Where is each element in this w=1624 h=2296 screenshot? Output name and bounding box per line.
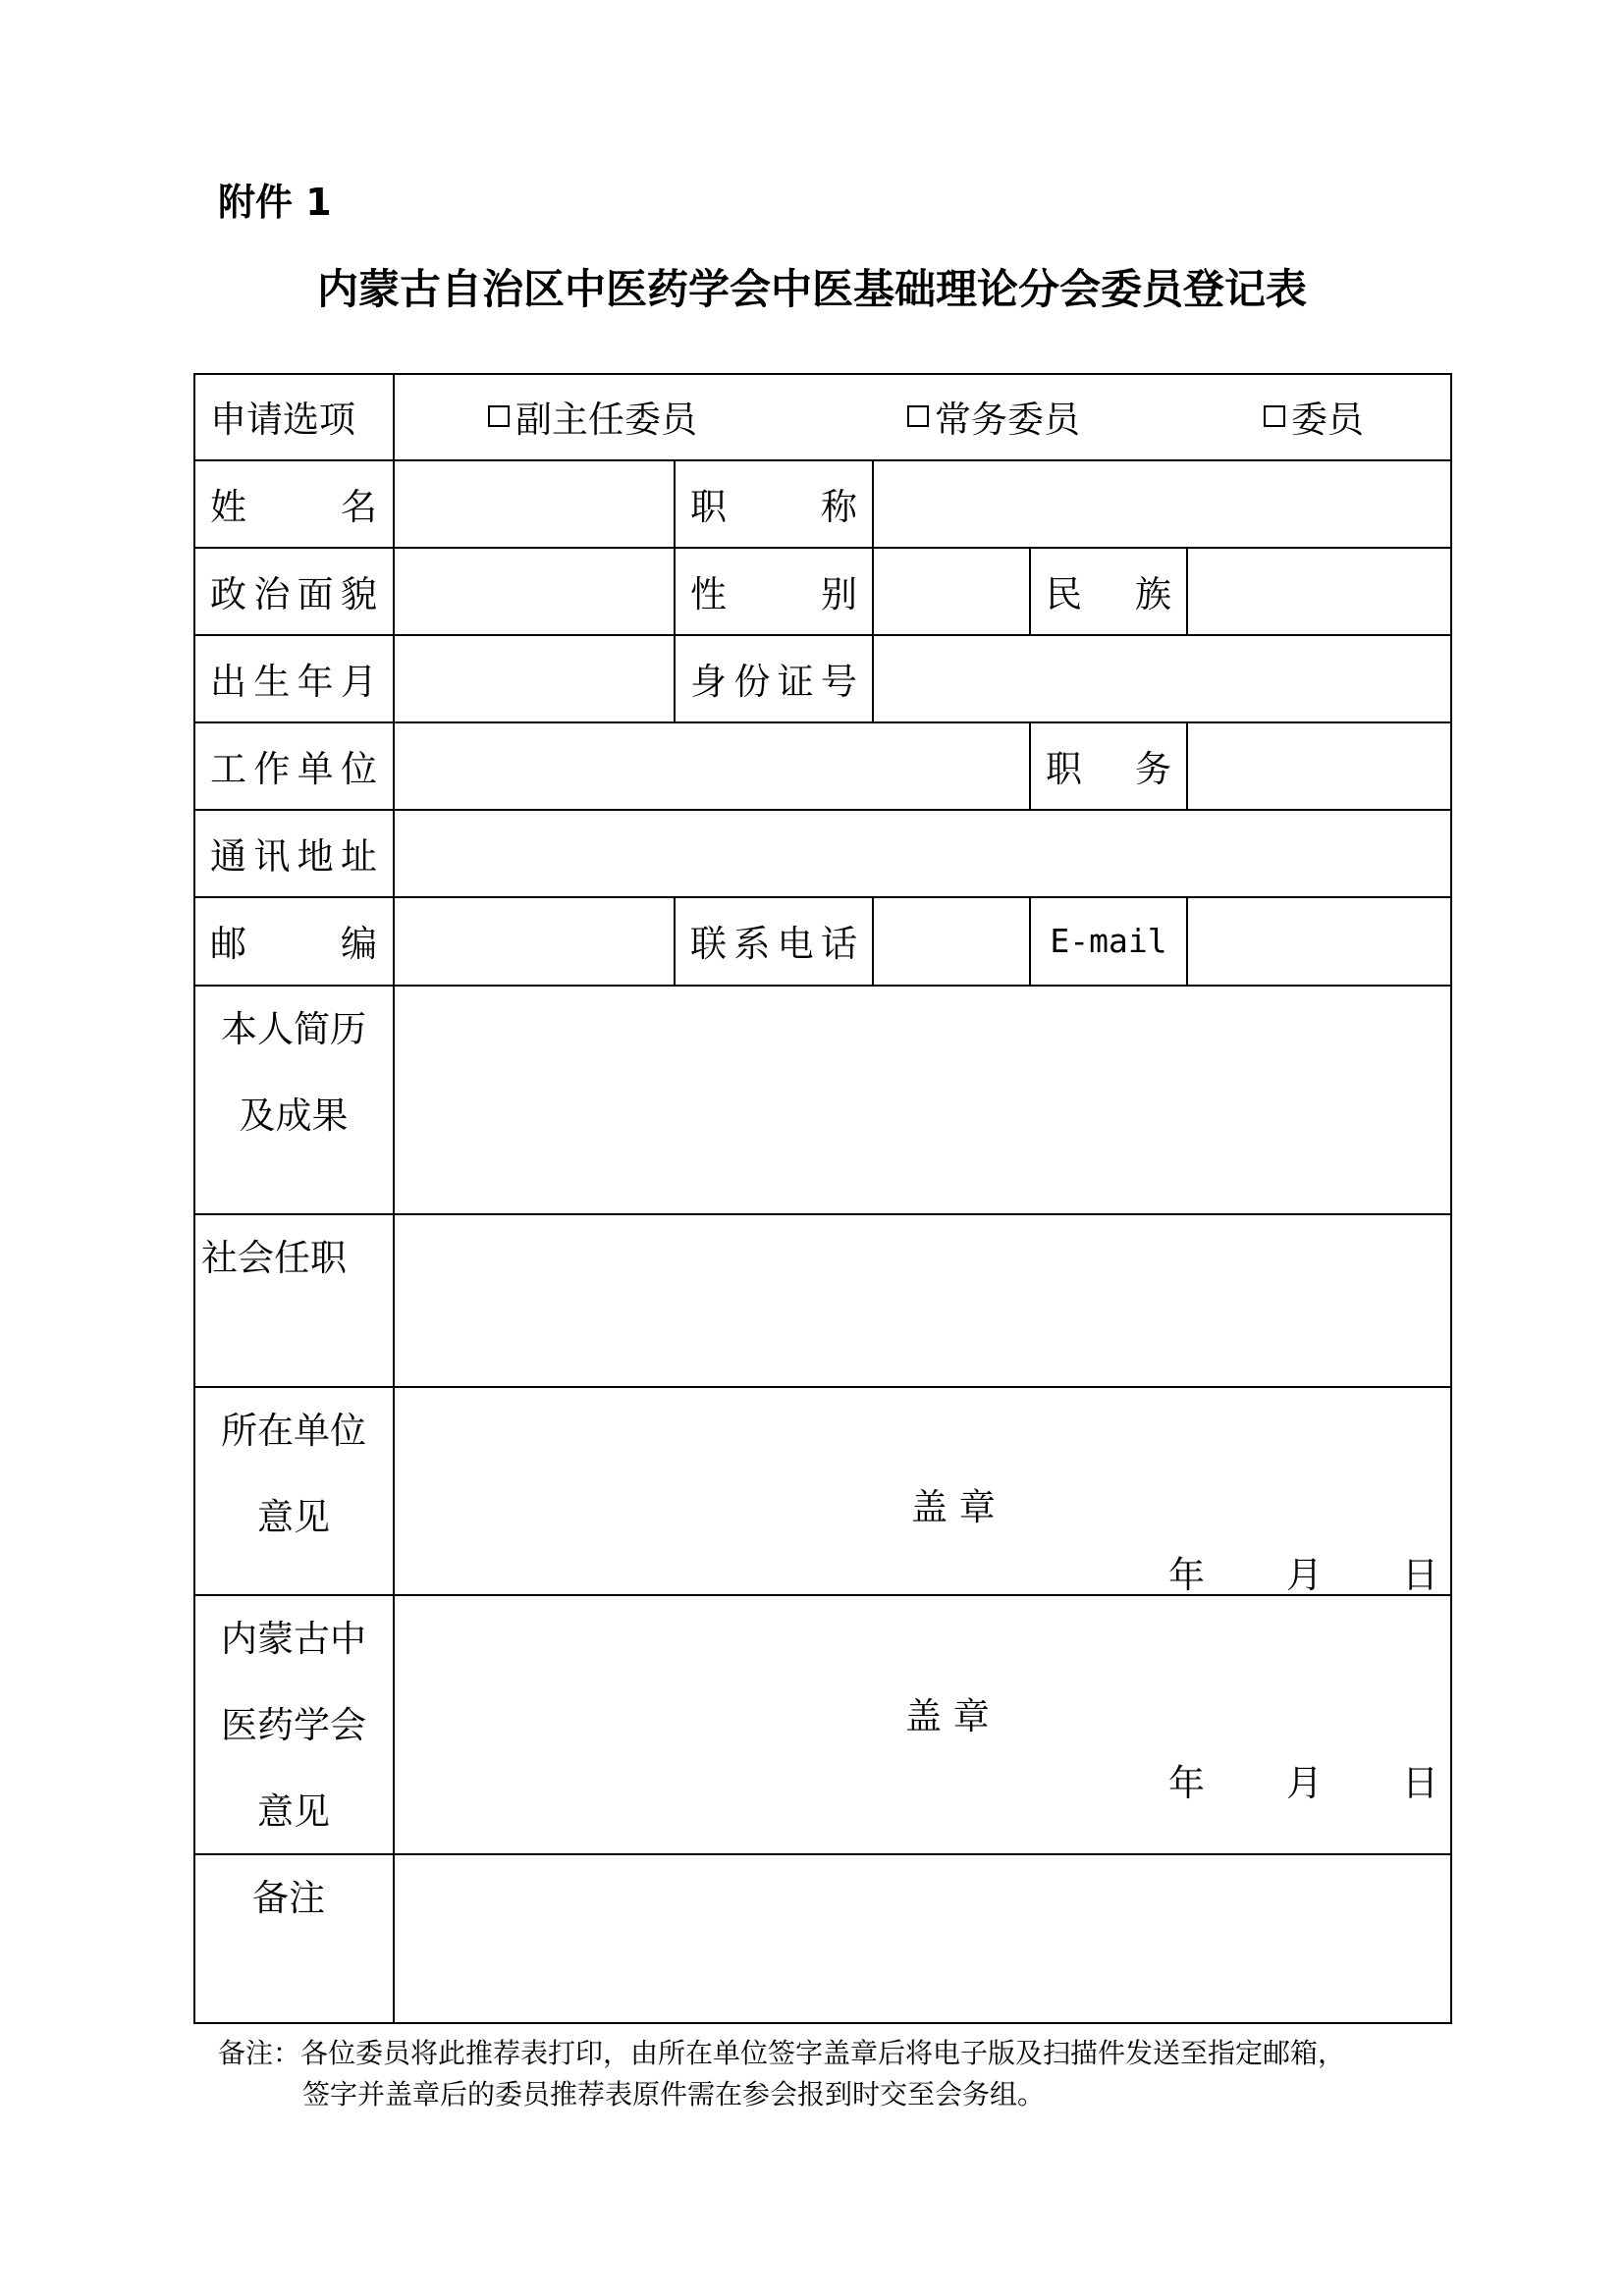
application-label: 申请选项 [210, 399, 355, 441]
checkbox-standing-member[interactable] [907, 405, 929, 427]
title-label: 职 称 [690, 485, 857, 528]
postal-code-label: 邮 编 [210, 923, 377, 965]
birth-date-label: 出 生 年 月 [210, 660, 377, 703]
unit-date-year: 年 [1168, 1554, 1205, 1596]
political-status-label: 政 治 面 貌 [210, 572, 377, 615]
id-number-label: 身 份 证 号 [690, 660, 857, 703]
attachment-label: 附件 1 [218, 181, 332, 224]
association-seal-label: 盖 章 [905, 1695, 990, 1737]
option-vice-director-label: 副主任委员 [515, 399, 697, 441]
resume-label: 本人简历 及成果 [221, 1008, 366, 1137]
unit-opinion-label: 所在单位 意见 [221, 1410, 366, 1538]
association-date-day: 日 [1402, 1762, 1438, 1804]
employer-label: 工 作 单 位 [210, 747, 377, 790]
name-label: 姓 名 [210, 485, 377, 528]
option-vice-director[interactable] [488, 373, 697, 459]
association-opinion-label: 内蒙古中 医药学会 意见 [221, 1618, 366, 1833]
phone-label: 联 系 电 话 [690, 923, 857, 965]
option-member-label: 委员 [1291, 399, 1364, 441]
unit-seal-label: 盖 章 [911, 1486, 996, 1528]
gender-label: 性 别 [690, 572, 857, 615]
footnote-line-1: 备注：各位委员将此推荐表打印，由所在单位签字盖章后将电子版及扫描件发送至指定邮箱， [218, 2037, 1346, 2069]
checkbox-vice-director[interactable] [488, 405, 510, 427]
social-roles-label: 社会任职 [201, 1237, 347, 1279]
option-standing-member[interactable] [907, 373, 1080, 459]
unit-date-month: 月 [1286, 1554, 1323, 1596]
footnote-line-2: 签字并盖章后的委员推荐表原件需在参会报到时交至会务组。 [302, 2078, 1046, 2110]
unit-date-day: 日 [1402, 1554, 1438, 1596]
option-member[interactable] [1264, 373, 1364, 459]
position-label: 职 务 [1046, 747, 1171, 790]
ethnicity-label: 民 族 [1046, 572, 1171, 615]
remarks-label: 备注 [252, 1877, 325, 1919]
checkbox-member[interactable] [1264, 405, 1285, 427]
association-date-year: 年 [1168, 1762, 1205, 1804]
option-standing-member-label: 常务委员 [935, 399, 1080, 441]
form-title: 内蒙古自治区中医药学会中医基础理论分会委员登记表 [316, 265, 1307, 313]
association-date-month: 月 [1286, 1762, 1323, 1804]
email-label: E-mail [1050, 921, 1167, 960]
address-label: 通 讯 地 址 [210, 834, 377, 878]
